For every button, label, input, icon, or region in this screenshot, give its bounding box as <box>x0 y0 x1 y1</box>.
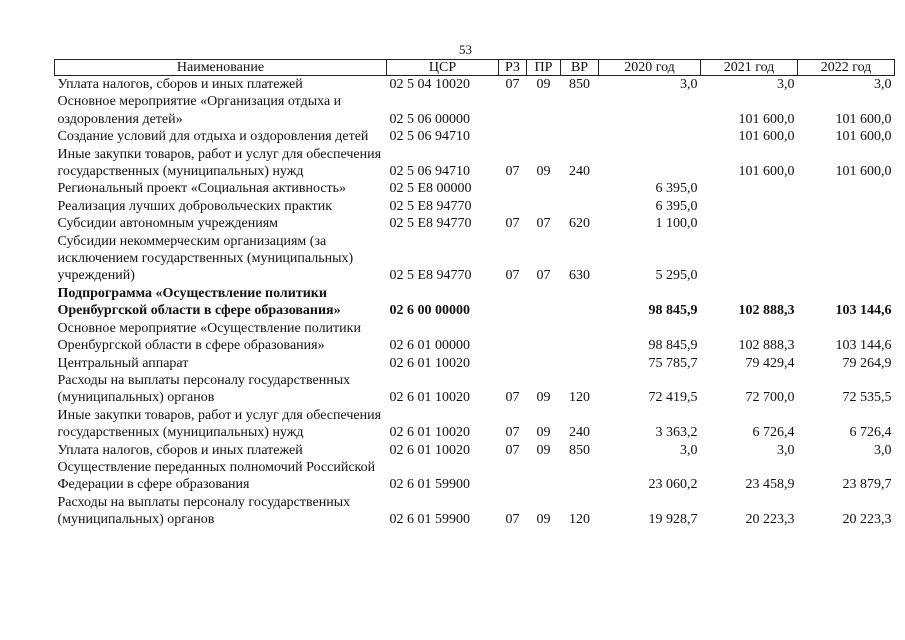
row-pr: 09 <box>536 164 551 180</box>
row-rz <box>499 93 527 128</box>
page-number: 53 <box>459 42 472 57</box>
table-body <box>55 76 895 529</box>
header-pr: ПР <box>527 60 561 76</box>
row-rz <box>499 180 527 197</box>
row-2021: 72 700,0 <box>745 390 795 406</box>
row-pr <box>527 320 561 355</box>
row-pr <box>527 180 561 197</box>
row-vr <box>561 128 599 145</box>
row-2022: 3,0 <box>874 77 892 92</box>
row-2022 <box>798 215 895 232</box>
row-2020: 98 845,9 <box>648 303 698 319</box>
row-rz: 07 <box>505 164 520 180</box>
row-name: Уплата налогов, сборов и иных платежей <box>57 77 303 92</box>
table-row <box>55 233 895 285</box>
row-2020: 23 060,2 <box>648 477 698 493</box>
row-2022: 72 535,5 <box>842 390 892 406</box>
row-rz: 07 <box>505 442 520 458</box>
row-pr: 09 <box>536 425 551 441</box>
row-csr: 02 5 E8 00000 <box>389 181 472 197</box>
row-rz <box>499 459 527 494</box>
row-name: Иные закупки товаров, работ и услуг для обеспечения государственных (муниципальных) нужд <box>57 407 382 441</box>
row-rz: 07 <box>505 268 520 284</box>
row-rz: 07 <box>505 512 520 528</box>
row-csr: 02 6 01 10020 <box>389 390 470 406</box>
row-csr: 02 6 00 00000 <box>389 303 470 319</box>
row-csr: 02 6 01 00000 <box>389 338 470 354</box>
row-2021: 3,0 <box>777 442 795 458</box>
row-name: Уплата налогов, сборов и иных платежей <box>57 442 303 458</box>
row-rz <box>499 198 527 215</box>
row-vr <box>561 320 599 355</box>
row-2022: 79 264,9 <box>842 355 892 371</box>
row-2020: 98 845,9 <box>648 338 698 354</box>
row-2020: 19 928,7 <box>648 512 698 528</box>
row-2021 <box>701 198 798 215</box>
row-2021: 3,0 <box>777 77 795 92</box>
row-2021 <box>701 215 798 232</box>
header-2021: 2021 год <box>701 60 798 76</box>
row-rz: 07 <box>505 425 520 441</box>
header-name: Наименование <box>55 60 387 76</box>
header-2022: 2022 год <box>798 60 895 76</box>
row-2022: 23 879,7 <box>842 477 892 493</box>
row-name: Подпрограмма «Осуществление политики Оренбургской области в сфере образования» <box>57 285 341 319</box>
row-2021 <box>701 180 798 197</box>
row-2022: 103 144,6 <box>835 338 892 354</box>
row-vr <box>561 285 599 320</box>
table-row <box>55 215 895 232</box>
row-2021: 101 600,0 <box>738 111 795 127</box>
row-pr <box>527 93 561 128</box>
row-2020: 1 100,0 <box>655 216 698 232</box>
table-row <box>55 494 895 529</box>
row-csr: 02 5 E8 94770 <box>389 268 472 284</box>
row-name: Осуществление переданных полномочий Российской Федерации в сфере образования <box>57 459 376 493</box>
row-csr: 02 5 E8 94770 <box>389 198 472 214</box>
row-name: Реализация лучших добровольческих практик <box>57 198 332 214</box>
row-vr: 620 <box>569 216 590 232</box>
row-rz <box>499 285 527 320</box>
row-name: Региональный проект «Социальная активность» <box>57 181 347 197</box>
row-2020: 3 363,2 <box>655 425 698 441</box>
row-2021: 20 223,3 <box>745 512 795 528</box>
row-rz <box>499 320 527 355</box>
header-2020: 2020 год <box>599 60 701 76</box>
row-rz <box>499 128 527 145</box>
row-2020: 5 295,0 <box>655 268 698 284</box>
row-vr: 120 <box>569 512 590 528</box>
table-row <box>55 285 895 320</box>
row-pr: 07 <box>536 216 551 232</box>
row-pr <box>527 355 561 372</box>
row-csr: 02 5 E8 94770 <box>389 216 472 232</box>
header-vr: ВР <box>561 60 599 76</box>
row-2021: 101 600,0 <box>738 164 795 180</box>
row-2022: 3,0 <box>874 442 892 458</box>
header-rz: РЗ <box>499 60 527 76</box>
row-2021: 101 600,0 <box>738 129 795 145</box>
row-2022: 103 144,6 <box>835 303 892 319</box>
row-2021: 23 458,9 <box>745 477 795 493</box>
row-2020 <box>599 146 701 181</box>
table-row <box>55 146 895 181</box>
table-row <box>55 320 895 355</box>
table-row <box>55 93 895 128</box>
row-2021 <box>701 233 798 285</box>
row-vr <box>561 93 599 128</box>
row-vr <box>561 180 599 197</box>
table-row <box>55 442 895 459</box>
row-vr <box>561 459 599 494</box>
table-row <box>55 180 895 197</box>
row-csr: 02 6 01 10020 <box>389 442 470 458</box>
row-2020 <box>599 128 701 145</box>
row-vr: 120 <box>569 390 590 406</box>
row-vr: 630 <box>569 268 590 284</box>
row-name: Субсидии некоммерческим организациям (за исключением государственных (муниципальных) учреждений) <box>57 233 354 284</box>
row-2021: 6 726,4 <box>752 425 795 441</box>
row-rz: 07 <box>505 390 520 406</box>
row-pr: 07 <box>536 268 551 284</box>
row-2022: 101 600,0 <box>835 111 892 127</box>
row-pr <box>527 128 561 145</box>
row-vr <box>561 198 599 215</box>
row-vr <box>561 355 599 372</box>
row-name: Расходы на выплаты персоналу государственных (муниципальных) органов <box>57 494 351 528</box>
row-2022 <box>798 180 895 197</box>
row-2020 <box>599 93 701 128</box>
row-csr: 02 5 06 00000 <box>389 111 470 127</box>
table-row <box>55 76 895 94</box>
row-2020: 3,0 <box>680 77 698 92</box>
row-2020: 6 395,0 <box>655 198 698 214</box>
table-row <box>55 372 895 407</box>
row-name: Создание условий для отдыха и оздоровления детей <box>57 129 369 145</box>
row-pr: 09 <box>536 442 551 458</box>
row-name: Расходы на выплаты персоналу государственных (муниципальных) органов <box>57 372 351 406</box>
row-name: Иные закупки товаров, работ и услуг для обеспечения государственных (муниципальных) нужд <box>57 146 382 180</box>
row-2020: 72 419,5 <box>648 390 698 406</box>
row-pr: 09 <box>536 390 551 406</box>
table-row <box>55 355 895 372</box>
row-2022: 20 223,3 <box>842 512 892 528</box>
row-csr: 02 5 06 94710 <box>389 164 470 180</box>
row-vr: 850 <box>569 77 590 92</box>
row-pr: 09 <box>536 512 551 528</box>
row-2022 <box>798 198 895 215</box>
row-2021: 79 429,4 <box>745 355 795 371</box>
row-rz <box>499 355 527 372</box>
row-vr: 850 <box>569 442 590 458</box>
table-row <box>55 198 895 215</box>
row-vr: 240 <box>569 164 590 180</box>
row-csr: 02 6 01 59900 <box>389 477 470 493</box>
row-2021: 102 888,3 <box>738 303 795 319</box>
row-rz: 07 <box>505 216 520 232</box>
table-row <box>55 128 895 145</box>
row-name: Основное мероприятие «Организация отдыха и оздоровления детей» <box>57 94 342 127</box>
row-name: Центральный аппарат <box>57 355 189 371</box>
table-header-row <box>55 60 895 76</box>
row-pr <box>527 285 561 320</box>
row-2022: 101 600,0 <box>835 129 892 145</box>
row-rz: 07 <box>505 77 520 92</box>
row-csr: 02 6 01 10020 <box>389 425 470 441</box>
row-2021: 102 888,3 <box>738 338 795 354</box>
row-2020: 3,0 <box>680 442 698 458</box>
row-csr: 02 6 01 10020 <box>389 355 470 371</box>
row-2020: 6 395,0 <box>655 181 698 197</box>
row-2022: 6 726,4 <box>849 425 892 441</box>
row-pr <box>527 459 561 494</box>
row-vr: 240 <box>569 425 590 441</box>
budget-table <box>54 59 895 529</box>
row-2022 <box>798 233 895 285</box>
table-row <box>55 459 895 494</box>
row-name: Основное мероприятие «Осуществление политики Оренбургской области в сфере образования» <box>57 320 361 354</box>
row-pr <box>527 198 561 215</box>
row-2020: 75 785,7 <box>648 355 698 371</box>
row-2022: 101 600,0 <box>835 164 892 180</box>
row-name: Субсидии автономным учреждениям <box>57 216 279 232</box>
row-csr: 02 5 04 10020 <box>389 77 470 92</box>
table-row <box>55 407 895 442</box>
header-csr: ЦСР <box>387 60 499 76</box>
row-pr: 09 <box>536 77 551 92</box>
row-csr: 02 5 06 94710 <box>389 129 470 145</box>
row-csr: 02 6 01 59900 <box>389 512 470 528</box>
